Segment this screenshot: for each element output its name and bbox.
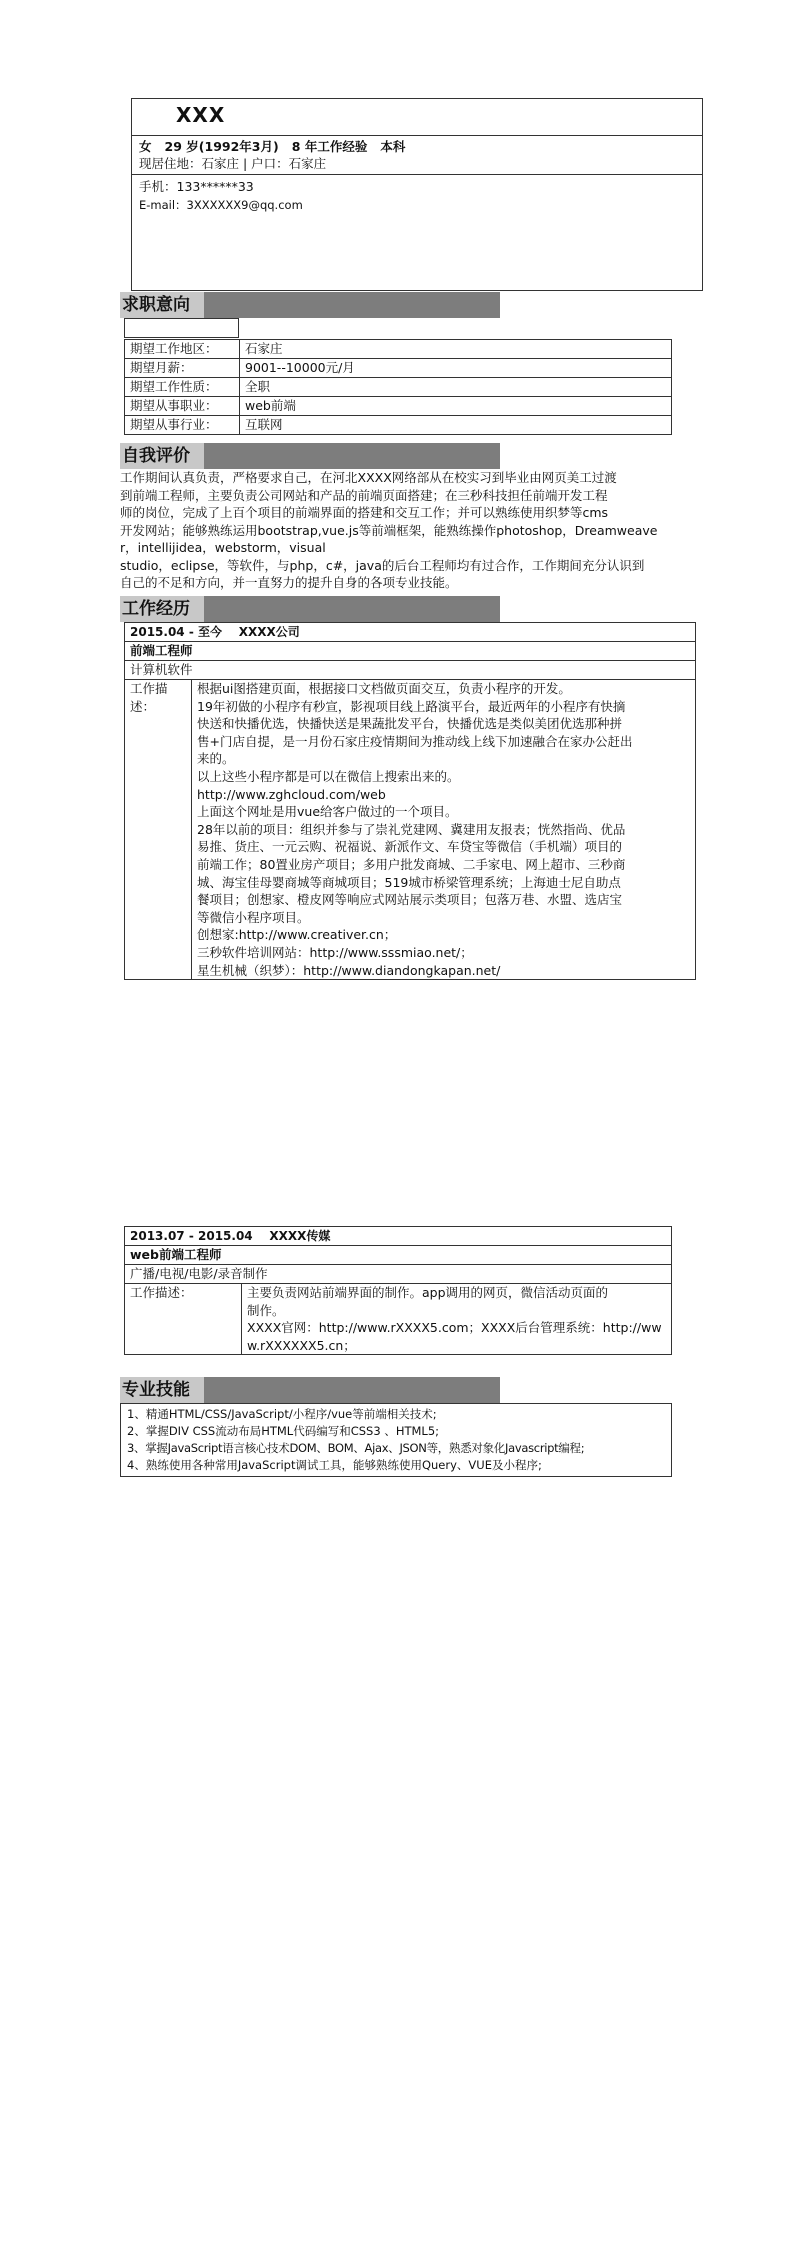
intent-label: 期望工作性质： — [125, 378, 240, 397]
intent-value: 石家庄 — [240, 340, 672, 359]
intent-label: 期望月薪： — [125, 359, 240, 378]
job-desc-line: 星生机械（织梦）：http://www.diandongkapan.net/ — [197, 962, 501, 978]
job-header — [125, 1227, 672, 1246]
table-row — [125, 661, 696, 680]
job-desc-line: 售+门店自提，是一月份石家庄疫情期间为推动线上线下加速融合在家办公赶出 — [197, 733, 633, 749]
table-row — [125, 680, 696, 980]
table-row — [125, 623, 696, 642]
job-title: web前端工程师 — [125, 1246, 672, 1265]
intent-table — [124, 339, 672, 435]
table-row — [125, 642, 696, 661]
job-desc-line: 前端工作；80置业房产项目；多用户批发商城、二手家电、网上超市、三秒商 — [197, 856, 626, 872]
table-row — [125, 1265, 672, 1284]
table-row — [125, 1246, 672, 1265]
candidate-name: XXX — [176, 103, 226, 127]
self-eval-text — [120, 469, 680, 592]
job-desc-line: 来的。 — [197, 751, 235, 767]
table-row — [125, 416, 672, 435]
job-desc-line: 19年初做的小程序有秒宣，影视项目线上路演平台，最近两年的小程序有快摘 — [197, 698, 626, 714]
table-row — [125, 397, 672, 416]
section-bar — [204, 443, 500, 469]
intent-value: 全职 — [240, 378, 672, 397]
section-bar — [204, 1377, 500, 1403]
self-eval-line: 师的岗位，完成了上百个项目的前端界面的搭建和交互工作；并可以熟练使用织梦等cms — [120, 505, 609, 520]
phone-info: 手机：133******33 — [139, 179, 254, 194]
job-title: 前端工程师 — [125, 642, 696, 661]
self-eval-line: 自己的不足和方向，并一直努力的提升自身的各项专业技能。 — [120, 575, 458, 590]
job-table-2 — [124, 1226, 672, 1355]
self-eval-line: r，intellijidea，webstorm，visual — [120, 540, 326, 555]
intent-value: web前端 — [240, 397, 672, 416]
skill-item: 1、精通HTML/CSS/JavaScript/小程序/vue等前端相关技术; — [127, 1407, 437, 1421]
job-industry: 计算机软件 — [125, 661, 696, 680]
intent-label: 期望从事行业： — [125, 416, 240, 435]
job-company: XXXX传媒 — [269, 1229, 331, 1243]
table-row — [125, 1227, 672, 1246]
job-table-1 — [124, 622, 696, 980]
intent-spacer-cell — [124, 318, 239, 338]
section-self-eval-title: 自我评价 — [120, 443, 204, 469]
job-desc-line: 主要负责网站前端界面的制作。app调用的网页，微信活动页面的 — [247, 1285, 609, 1300]
job-desc-line: http://www.zghcloud.com/web — [197, 786, 386, 802]
job-desc-line: 易推、货庄、一元云购、祝福说、新派作文、车贷宝等微信（手机端）项目的 — [197, 839, 623, 855]
intent-value: 9001--10000元/月 — [240, 359, 672, 378]
header-divider-2 — [132, 174, 702, 175]
residence-info: 现居住地：石家庄 | 户口：石家庄 — [139, 156, 327, 171]
job-desc-line: 等微信小程序项目。 — [197, 909, 310, 925]
job-desc-line: XXXX官网：http://www.rXXXX5.com；XXXX后台管理系统：http://ww — [247, 1320, 662, 1336]
section-self-eval — [120, 443, 500, 469]
email-info: E-mail：3XXXXXX9@qq.com — [139, 198, 303, 212]
job-desc-line: 28年以前的项目：组织并参与了崇礼党建网、冀建用友报表；恍然指尚、优品 — [197, 821, 626, 837]
job-desc-line: 餐项目；创想家、橙皮网等响应式网站展示类项目；包落万巷、水盟、选店宝 — [197, 892, 623, 908]
intent-value: 互联网 — [240, 416, 672, 435]
job-desc-label: 工作描述： — [125, 1284, 242, 1355]
basic-info: 女 29 岁(1992年3月) 8 年工作经验 本科 — [139, 139, 406, 154]
job-desc — [242, 1284, 672, 1355]
section-experience — [120, 596, 500, 622]
self-eval-line: studio，eclipse，等软件，与php，c#，java的后台工程师均有过合作，工作期间充分认识到 — [120, 557, 645, 573]
table-row — [125, 378, 672, 397]
intent-label: 期望从事职业： — [125, 397, 240, 416]
job-company: XXXX公司 — [238, 625, 300, 639]
skill-item: 4、熟练使用各种常用JavaScript调试工具，能够熟练使用Query、VUE及小程序; — [127, 1458, 542, 1472]
skills-box — [120, 1403, 672, 1477]
job-desc-line: 根据ui图搭建页面，根据接口文档做页面交互，负责小程序的开发。 — [197, 681, 571, 696]
self-eval-line: 工作期间认真负责，严格要求自己，在河北XXXX网络部从在校实习到毕业由网页美工过渡 — [120, 470, 617, 485]
job-header — [125, 623, 696, 642]
job-period: 2013.07 - 2015.04 — [130, 1229, 253, 1243]
job-period: 2015.04 - 至今 — [130, 625, 222, 639]
header-divider — [132, 135, 702, 136]
skill-item: 3、掌握JavaScript语言核心技术DOM、BOM、Ajax、JSON等，熟悉对象化Javascript编程; — [127, 1441, 585, 1455]
header-box — [131, 98, 703, 291]
job-desc — [192, 680, 696, 980]
section-intent — [120, 292, 500, 318]
job-desc-line: 三秒软件培训网站：http://www.sssmiao.net/； — [197, 944, 473, 960]
self-eval-line: 开发网站；能够熟练运用bootstrap,vue.js等前端框架，能熟练操作photoshop，Dreamweave — [120, 522, 658, 538]
job-desc-line: w.rXXXXXX5.cn； — [247, 1337, 356, 1353]
section-bar — [204, 596, 500, 622]
skill-item: 2、掌握DIV CSS流动布局HTML代码编写和CSS3 、HTML5; — [127, 1424, 440, 1438]
section-experience-title: 工作经历 — [120, 596, 204, 622]
section-skills-title: 专业技能 — [120, 1377, 204, 1403]
job-desc-line: 城、海宝佳母婴商城等商城项目；519城市桥梁管理系统；上海迪士尼自助点 — [197, 874, 621, 890]
intent-label: 期望工作地区： — [125, 340, 240, 359]
job-desc-line: 快送和快播优选，快播快送是果蔬批发平台，快播优选是类似美团优选那种拼 — [197, 716, 623, 732]
section-skills — [120, 1377, 500, 1403]
self-eval-line: 到前端工程师，主要负责公司网站和产品的前端页面搭建；在三秒科技担任前端开发工程 — [120, 487, 608, 503]
table-row — [125, 1284, 672, 1355]
table-row — [125, 340, 672, 359]
job-desc-line: 制作。 — [247, 1302, 285, 1318]
section-bar — [204, 292, 500, 318]
job-industry: 广播/电视/电影/录音制作 — [125, 1265, 672, 1284]
job-desc-line: 以上这些小程序都是可以在微信上搜索出来的。 — [197, 768, 460, 784]
table-row — [125, 359, 672, 378]
job-desc-line: 创想家:http://www.creativer.cn； — [197, 927, 397, 943]
job-desc-line: 上面这个网址是用vue给客户做过的一个项目。 — [197, 804, 458, 820]
section-intent-title: 求职意向 — [120, 292, 204, 318]
job-desc-label: 工作描述： — [125, 680, 192, 980]
